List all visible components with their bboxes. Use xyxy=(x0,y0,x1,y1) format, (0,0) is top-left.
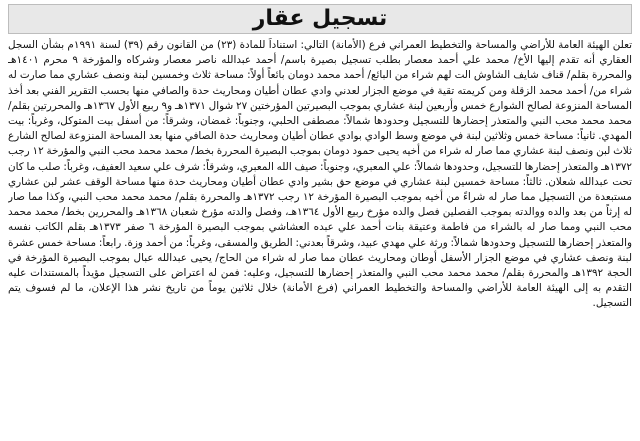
notice-title: تسجيل عقار xyxy=(252,6,388,31)
notice-body: تعلن الهيئة العامة للأراضي والمساحة والتخطيط العمراني فرع (الأمانة) التالي: استناداً للمادة (٢٣) من القانون رقم (٣٩) لسنة ١٩٩١م بشأن السجل العقاري أنه تقدم إليها الأخ/ محمد علي أحمد معصار بطلب تسجيل بصيرة باسم/ أحمد عبدالله ناصر معصار وشركاه والمؤرخة ٩ محرم ١٤٠١هـ والمحررة بقلم/ قناف شايف الشاوش الت لهم شراء من البائع/ أحمد محمد دومان بائعاً أولاً: مساحة ثلاث وخمسين لبنة ونصف عشاري مما صارت له شراء من/ أحمد محمد الزقلة ومن كريمته تقية في موضع الجزار لعدني وادي عطان أطيان ومحاريث حدة والصافي منها بحسب التقرير الفني بعد أخذ المساحة المنزوعة لصالح الشوارع خمس وأربعين لبنة عشاري بموجب البصيرتين المؤرختين ٢٧ شوال ١٣٧١هـ و٩ ربيع الأول ١٣٦٧هـ والمحررتين بقلم/ محمد محمد محب النبي والمتعذر إحضارها للتسجيل وحدودها شمالاً: مصطفى الحلبي، وجنوباً: غمضان، وشرقاً: من أسفل بيت المتوكل، وغرباً: بيت المهدي. ثانياً: مساحة خمس وثلاثين لبنة في موضع وسط الوادي بوادي عطان أطيان ومحاريث حدة الصافي منها بعد المساحة المنزوعة لصالح الشارع ثلاث لبن ونصف لبنة عشاري مما صار له شراء من أخيه يحيى حمود دومان بموجب البصيرة المحررة بخط/ محمد محمد محب النبي والمؤرخة ١٢ رجب ١٣٧٢هـ والمتعذر إحضارها للتسجيل، وحدودها شمالاً: علي المعبري، وجنوباً: صيف الله المعبري، وشرقاً: شرف علي سعيد العفيف، وغرباً: صلب ما كان تحت عبدالله شعلان. ثالثاً: مساحة خمسين لبنة عشاري في موضع حق بشير وادي عطان أطيان ومحاريث حدة منها مساحة الوقف عشر لبن عشاري مستبعدة من التسجيل مما صار له شراءً من أخيه بموجب البصيرة المؤرخة ١٢ رجب ١٣٧٢هـ والمحررة بقلم/ محمد محمد محب النبي، وكذا مما صار له إرثاً من بعد والده ووالدته بموجب الفصلين فصل والده مؤرخ ربيع الأول ١٣٦٤هـ، وفصل والدته مؤرخ شعبان ١٣٦٨هـ والمحررين بخط/ محمد محمد محب النبي ومما صار له بالشراء من فاطمة وعتيقة بنات أحمد علي عبده العشاشي بموجب البصيرة المؤرخة ٦ صفر ١٣٧٣هـ بقلم الكاتب نفسه والمتعذر إحضارها للتسجيل وحدودها شمالاً: ورثة علي مهدي عبيد، وشرقاً بعدني: الطريق والمسقى، وغرباً: من أحمد وزة. رابعاً: مساحة خمس عشرة لبنة ونصف عشاري في موضع الجزار الأسفل أوطان ومحاريث عطان مما صار له شراء من الحاج/ يحيى عبدالله عبال بموجب البصيرة المؤرخة في الحجة ١٣٩٢هـ والمحررة بقلم/ محمد محمد محب النبي والمتعذر إحضارها للتسجيل، وعليه: فمن له اعتراض على التسجيل مؤيداً بالمستندات عليه التقدم به إلى الهيئة العامة للأراضي والمساحة والتخطيط العمراني (فرع الأمانة) خلال ثلاثين يوماً من تاريخ نشر هذا الإعلان، ما لم فسوف يتم التسجيل. xyxy=(8,39,632,310)
title-bar xyxy=(8,4,632,34)
